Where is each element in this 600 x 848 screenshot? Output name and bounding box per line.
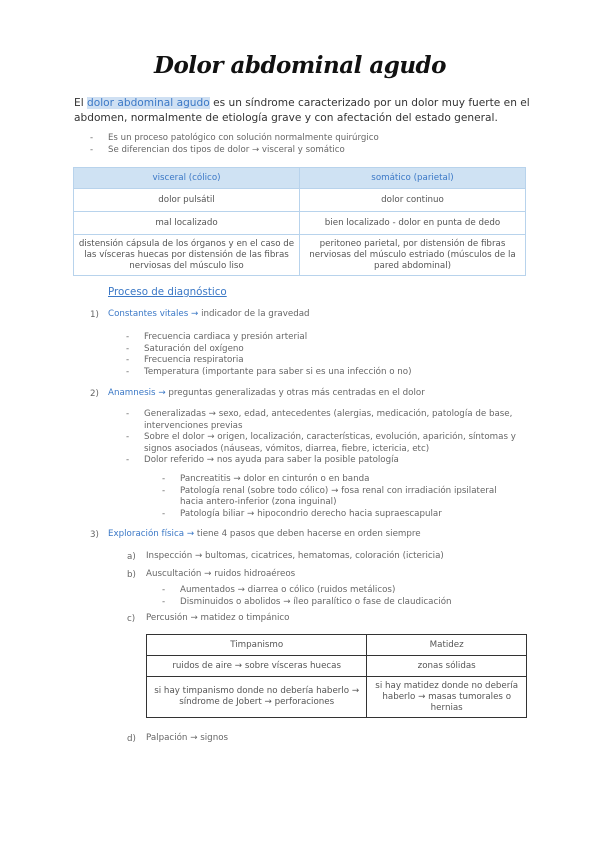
page-title: Dolor abdominal agudo xyxy=(154,52,446,79)
list-item: - Disminuidos o abolidos → íleo paralítico o fase de claudicación xyxy=(162,596,452,607)
list-item: - Patología biliar → hipocondrio derecho hacia supraescapular xyxy=(162,508,442,519)
list-item: - Pancreatitis → dolor en cinturón o en banda xyxy=(162,474,370,484)
item-text: Sobre el dolor → origen, localización, características, evolución, aparición, síntomas y signos asociados (náuseas, vómitos, diarrea, fiebre, ictericia, etc) xyxy=(144,432,516,454)
list-item: - Dolor referido → nos ayuda para saber la posible patología xyxy=(126,455,399,466)
percussion-table xyxy=(146,634,527,718)
list-item: - Patología renal (sobre todo cólico) → fosa renal con irradiación ipsilateral hacia antero-inferior (zona inguinal) xyxy=(162,486,502,509)
list-item: - Aumentados → diarrea o cólico (ruidos metálicos) xyxy=(162,585,396,595)
substep-text: Palpación → signos xyxy=(146,733,229,743)
list-item: - Generalizadas → sexo, edad, antecedentes (alergias, medicación, patología de base, intervenciones previas xyxy=(126,409,526,432)
step-title: Exploración física → xyxy=(108,529,195,539)
item-text: Frecuencia cardiaca y presión arterial xyxy=(144,332,308,342)
table-cell: dolor continuo xyxy=(300,189,526,212)
substep-letter: a) xyxy=(127,552,136,562)
table-header-row xyxy=(74,168,526,189)
list-item: - Frecuencia respiratoria xyxy=(126,355,244,366)
table-cell: peritoneo parietal, por distensión de fibras nerviosas del músculo estriado (músculos de la pared abdominal) xyxy=(300,235,526,276)
intro-line2: abdomen, normalmente de etiología grave y con afectación del estado general. xyxy=(74,111,498,124)
intro-line1: es un síndrome caracterizado por un dolor muy fuerte en el xyxy=(209,97,530,109)
step-desc: preguntas generalizadas y otras más centradas en el dolor xyxy=(165,388,425,398)
item-text: Pancreatitis → dolor en cinturón o en banda xyxy=(180,474,370,484)
step-number: 1) xyxy=(90,310,99,320)
step-number: 3) xyxy=(90,530,99,540)
substep-letter: c) xyxy=(127,614,136,624)
header-somatico: somático (parietal) xyxy=(300,168,526,189)
item-text: Temperatura (importante para saber si es una infección o no) xyxy=(144,366,412,377)
item-text: Frecuencia respiratoria xyxy=(144,355,244,366)
intro-prefix: El xyxy=(74,97,88,109)
item-text: Generalizadas → sexo, edad, antecedentes (alergias, medicación, patología de base, intervenciones previas xyxy=(144,409,513,431)
step-desc: tiene 4 pasos que deben hacerse en orden siempre xyxy=(194,529,421,539)
list-item: - Se diferencian dos tipos de dolor → visceral y somático xyxy=(90,144,345,155)
substep-letter: d) xyxy=(127,734,136,744)
table-row xyxy=(74,189,526,212)
item-text: Patología biliar → hipocondrio derecho hacia supraescapular xyxy=(180,508,442,519)
step-3-line xyxy=(108,529,421,541)
step-1-line xyxy=(108,309,310,321)
intro-paragraph xyxy=(74,96,534,125)
table-row xyxy=(74,235,526,276)
table-cell: si hay timpanismo donde no debería haberlo → síndrome de Jobert → perforaciones xyxy=(147,677,367,718)
table-cell: zonas sólidas xyxy=(367,656,527,677)
table-cell: si hay matidez donde no debería haberlo → masas tumorales o hernias xyxy=(367,677,527,718)
list-item: - Sobre el dolor → origen, localización, características, evolución, aparición, síntomas y signos asociados (náuseas, vómitos, diarrea, fiebre, ictericia, etc) xyxy=(126,432,526,455)
header-visceral: visceral (cólico) xyxy=(74,168,300,189)
table-row xyxy=(147,677,527,718)
table-header-row xyxy=(147,635,527,656)
highlighted-term: dolor abdominal agudo xyxy=(87,97,210,109)
bullet-text: Se diferencian dos tipos de dolor → visceral y somático xyxy=(108,144,345,155)
step-title: Constantes vitales → xyxy=(108,309,199,319)
pain-types-table xyxy=(73,167,526,276)
item-text: Saturación del oxígeno xyxy=(144,343,244,354)
item-text: Aumentados → diarrea o cólico (ruidos metálicos) xyxy=(180,585,396,595)
header-timpanismo: Timpanismo xyxy=(147,635,367,656)
item-text: Patología renal (sobre todo cólico) → fosa renal con irradiación ipsilateral hacia antero-inferior (zona inguinal) xyxy=(180,485,497,508)
table-cell: distensión cápsula de los órganos y en el caso de las vísceras huecas por distensión de las fibras nerviosas del músculo liso xyxy=(74,235,300,276)
header-matidez: Matidez xyxy=(367,635,527,656)
section-heading: Proceso de diagnóstico xyxy=(108,286,227,298)
list-item: - Frecuencia cardiaca y presión arterial xyxy=(126,332,308,342)
table-cell: dolor pulsátil xyxy=(74,189,300,212)
step-2-items xyxy=(126,409,526,467)
step-title: Anamnesis → xyxy=(108,388,166,398)
table-row xyxy=(147,656,527,677)
substep-text: Auscultación → ruidos hidroaéreos xyxy=(146,569,296,579)
table-cell: ruidos de aire → sobre vísceras huecas xyxy=(147,656,367,677)
substep-text: Inspección → bultomas, cicatrices, hematomas, coloración (ictericia) xyxy=(146,551,444,561)
list-item: - Saturación del oxígeno xyxy=(126,343,244,354)
step-1-items xyxy=(126,332,412,378)
table-cell: mal localizado xyxy=(74,212,300,235)
bullet-text: Es un proceso patológico con solución normalmente quirúrgico xyxy=(108,133,379,143)
substep-b-items xyxy=(162,585,452,608)
table-cell: bien localizado - dolor en punta de dedo xyxy=(300,212,526,235)
step-2-subitems xyxy=(162,474,502,520)
step-number: 2) xyxy=(90,389,99,399)
list-item: - Temperatura (importante para saber si es una infección o no) xyxy=(126,366,412,377)
list-item: - Es un proceso patológico con solución normalmente quirúrgico xyxy=(90,133,379,143)
item-text: Dolor referido → nos ayuda para saber la posible patología xyxy=(144,455,399,466)
substep-text: Percusión → matidez o timpánico xyxy=(146,613,290,623)
step-desc: indicador de la gravedad xyxy=(198,309,310,319)
intro-bullets xyxy=(90,133,379,156)
substep-letter: b) xyxy=(127,570,136,580)
item-text: Disminuidos o abolidos → íleo paralítico o fase de claudicación xyxy=(180,596,452,607)
step-2-line xyxy=(108,388,425,400)
table-row xyxy=(74,212,526,235)
